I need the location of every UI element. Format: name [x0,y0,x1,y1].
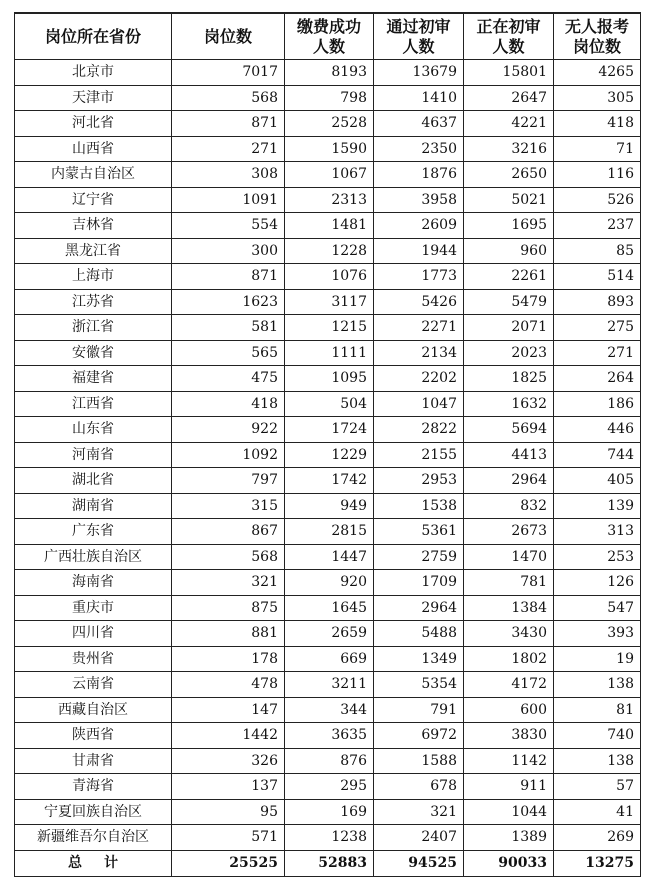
table-row [15,697,641,723]
header-no-applicants: 无人报考 岗位数 [554,13,641,60]
cell-passed: 1709 [374,570,464,596]
cell-paid: 876 [285,748,374,774]
cell-passed: 2822 [374,417,464,443]
cell-province: 重庆市 [15,595,172,621]
cell-positions: 871 [172,264,285,290]
total-reviewing: 90033 [464,850,554,876]
cell-no-applicants: 71 [554,136,641,162]
cell-paid: 669 [285,646,374,672]
cell-passed: 678 [374,774,464,800]
cell-no-applicants: 514 [554,264,641,290]
cell-reviewing: 2650 [464,162,554,188]
cell-reviewing: 911 [464,774,554,800]
cell-positions: 1442 [172,723,285,749]
cell-no-applicants: 253 [554,544,641,570]
cell-reviewing: 5021 [464,187,554,213]
cell-province: 江苏省 [15,289,172,315]
cell-positions: 875 [172,595,285,621]
cell-province: 安徽省 [15,340,172,366]
cell-positions: 1091 [172,187,285,213]
cell-paid: 1724 [285,417,374,443]
table-row [15,238,641,264]
table-row [15,799,641,825]
cell-no-applicants: 740 [554,723,641,749]
cell-passed: 1538 [374,493,464,519]
cell-paid: 344 [285,697,374,723]
table-row [15,519,641,545]
cell-reviewing: 960 [464,238,554,264]
table-row [15,468,641,494]
cell-paid: 949 [285,493,374,519]
cell-paid: 2313 [285,187,374,213]
cell-passed: 1588 [374,748,464,774]
cell-reviewing: 15801 [464,60,554,86]
table-row [15,544,641,570]
cell-province: 青海省 [15,774,172,800]
cell-positions: 797 [172,468,285,494]
cell-passed: 2407 [374,825,464,851]
cell-paid: 1095 [285,366,374,392]
cell-positions: 326 [172,748,285,774]
total-passed: 94525 [374,850,464,876]
cell-no-applicants: 547 [554,595,641,621]
cell-province: 海南省 [15,570,172,596]
cell-province: 吉林省 [15,213,172,239]
cell-positions: 137 [172,774,285,800]
cell-passed: 2964 [374,595,464,621]
cell-passed: 2155 [374,442,464,468]
cell-positions: 95 [172,799,285,825]
table-row [15,570,641,596]
cell-reviewing: 2023 [464,340,554,366]
total-paid: 52883 [285,850,374,876]
cell-no-applicants: 4265 [554,60,641,86]
cell-passed: 2202 [374,366,464,392]
cell-passed: 13679 [374,60,464,86]
cell-passed: 1944 [374,238,464,264]
total-no-applicants: 13275 [554,850,641,876]
cell-no-applicants: 186 [554,391,641,417]
cell-reviewing: 4413 [464,442,554,468]
cell-positions: 571 [172,825,285,851]
table-row [15,136,641,162]
cell-reviewing: 2071 [464,315,554,341]
cell-no-applicants: 41 [554,799,641,825]
cell-province: 四川省 [15,621,172,647]
table-row [15,417,641,443]
cell-paid: 2659 [285,621,374,647]
cell-paid: 2528 [285,111,374,137]
cell-reviewing: 1044 [464,799,554,825]
cell-passed: 2134 [374,340,464,366]
cell-paid: 504 [285,391,374,417]
cell-no-applicants: 139 [554,493,641,519]
cell-province: 福建省 [15,366,172,392]
table-row [15,213,641,239]
cell-paid: 1111 [285,340,374,366]
registration-table [14,12,641,877]
cell-no-applicants: 893 [554,289,641,315]
cell-no-applicants: 446 [554,417,641,443]
cell-no-applicants: 138 [554,748,641,774]
cell-positions: 478 [172,672,285,698]
cell-paid: 1228 [285,238,374,264]
table-header [15,13,641,60]
cell-province: 河南省 [15,442,172,468]
table-row [15,340,641,366]
cell-passed: 2953 [374,468,464,494]
cell-paid: 8193 [285,60,374,86]
cell-positions: 881 [172,621,285,647]
cell-paid: 1238 [285,825,374,851]
cell-province: 贵州省 [15,646,172,672]
cell-reviewing: 600 [464,697,554,723]
cell-paid: 2815 [285,519,374,545]
cell-positions: 178 [172,646,285,672]
total-row [15,850,641,876]
cell-reviewing: 1802 [464,646,554,672]
cell-province: 山东省 [15,417,172,443]
cell-reviewing: 2647 [464,85,554,111]
cell-positions: 568 [172,544,285,570]
header-passed: 通过初审 人数 [374,13,464,60]
cell-positions: 1623 [172,289,285,315]
table-row [15,162,641,188]
cell-reviewing: 2964 [464,468,554,494]
cell-province: 山西省 [15,136,172,162]
cell-province: 宁夏回族自治区 [15,799,172,825]
cell-paid: 1215 [285,315,374,341]
cell-paid: 1590 [285,136,374,162]
cell-passed: 2609 [374,213,464,239]
cell-positions: 581 [172,315,285,341]
cell-no-applicants: 271 [554,340,641,366]
cell-reviewing: 4221 [464,111,554,137]
cell-no-applicants: 237 [554,213,641,239]
cell-positions: 867 [172,519,285,545]
cell-paid: 1645 [285,595,374,621]
table-row [15,493,641,519]
cell-reviewing: 1695 [464,213,554,239]
cell-no-applicants: 418 [554,111,641,137]
cell-no-applicants: 138 [554,672,641,698]
cell-paid: 3635 [285,723,374,749]
cell-no-applicants: 313 [554,519,641,545]
cell-no-applicants: 393 [554,621,641,647]
header-positions: 岗位数 [172,13,285,60]
cell-reviewing: 2673 [464,519,554,545]
cell-paid: 1229 [285,442,374,468]
cell-positions: 7017 [172,60,285,86]
cell-province: 甘肃省 [15,748,172,774]
cell-passed: 2271 [374,315,464,341]
table-row [15,264,641,290]
cell-passed: 5488 [374,621,464,647]
cell-no-applicants: 19 [554,646,641,672]
cell-reviewing: 1632 [464,391,554,417]
cell-passed: 6972 [374,723,464,749]
cell-reviewing: 832 [464,493,554,519]
cell-no-applicants: 81 [554,697,641,723]
cell-no-applicants: 744 [554,442,641,468]
cell-passed: 1349 [374,646,464,672]
table-row [15,289,641,315]
cell-paid: 798 [285,85,374,111]
cell-passed: 5354 [374,672,464,698]
cell-passed: 4637 [374,111,464,137]
cell-no-applicants: 126 [554,570,641,596]
cell-province: 浙江省 [15,315,172,341]
cell-province: 陕西省 [15,723,172,749]
cell-passed: 5361 [374,519,464,545]
table-row [15,442,641,468]
cell-province: 河北省 [15,111,172,137]
cell-no-applicants: 526 [554,187,641,213]
cell-positions: 271 [172,136,285,162]
cell-province: 江西省 [15,391,172,417]
cell-province: 新疆维吾尔自治区 [15,825,172,851]
cell-paid: 169 [285,799,374,825]
cell-passed: 321 [374,799,464,825]
table-row [15,85,641,111]
cell-province: 北京市 [15,60,172,86]
cell-paid: 3117 [285,289,374,315]
cell-passed: 791 [374,697,464,723]
table-row [15,723,641,749]
cell-reviewing: 1470 [464,544,554,570]
cell-passed: 2759 [374,544,464,570]
cell-positions: 568 [172,85,285,111]
cell-province: 黑龙江省 [15,238,172,264]
cell-no-applicants: 269 [554,825,641,851]
cell-reviewing: 5479 [464,289,554,315]
cell-paid: 1076 [285,264,374,290]
cell-province: 辽宁省 [15,187,172,213]
cell-no-applicants: 305 [554,85,641,111]
cell-no-applicants: 116 [554,162,641,188]
cell-province: 西藏自治区 [15,697,172,723]
cell-positions: 321 [172,570,285,596]
cell-passed: 1876 [374,162,464,188]
cell-reviewing: 1825 [464,366,554,392]
cell-positions: 308 [172,162,285,188]
cell-positions: 1092 [172,442,285,468]
table-body [15,60,641,877]
table-row [15,621,641,647]
cell-reviewing: 3430 [464,621,554,647]
cell-province: 广西壮族自治区 [15,544,172,570]
cell-reviewing: 4172 [464,672,554,698]
registration-table-container [14,12,640,877]
table-row [15,315,641,341]
cell-passed: 1773 [374,264,464,290]
cell-paid: 295 [285,774,374,800]
table-row [15,60,641,86]
cell-positions: 147 [172,697,285,723]
cell-reviewing: 1142 [464,748,554,774]
header-province: 岗位所在省份 [15,13,172,60]
total-positions: 25525 [172,850,285,876]
cell-paid: 1481 [285,213,374,239]
cell-passed: 1410 [374,85,464,111]
table-row [15,672,641,698]
table-row [15,391,641,417]
cell-province: 广东省 [15,519,172,545]
cell-paid: 1742 [285,468,374,494]
cell-no-applicants: 85 [554,238,641,264]
cell-positions: 315 [172,493,285,519]
table-row [15,825,641,851]
header-row [15,13,641,60]
table-row [15,748,641,774]
cell-paid: 1067 [285,162,374,188]
table-row [15,111,641,137]
cell-positions: 475 [172,366,285,392]
cell-passed: 5426 [374,289,464,315]
cell-positions: 418 [172,391,285,417]
cell-reviewing: 1389 [464,825,554,851]
header-paid: 缴费成功 人数 [285,13,374,60]
cell-reviewing: 5694 [464,417,554,443]
table-row [15,646,641,672]
cell-reviewing: 1384 [464,595,554,621]
cell-passed: 3958 [374,187,464,213]
cell-positions: 565 [172,340,285,366]
cell-passed: 2350 [374,136,464,162]
table-row [15,187,641,213]
cell-positions: 554 [172,213,285,239]
cell-province: 上海市 [15,264,172,290]
cell-paid: 3211 [285,672,374,698]
cell-reviewing: 3830 [464,723,554,749]
cell-paid: 920 [285,570,374,596]
cell-passed: 1047 [374,391,464,417]
cell-no-applicants: 264 [554,366,641,392]
cell-reviewing: 781 [464,570,554,596]
table-row [15,774,641,800]
cell-positions: 922 [172,417,285,443]
cell-reviewing: 3216 [464,136,554,162]
cell-province: 湖南省 [15,493,172,519]
cell-province: 云南省 [15,672,172,698]
cell-no-applicants: 405 [554,468,641,494]
total-label: 总计 [15,850,172,876]
cell-province: 天津市 [15,85,172,111]
cell-no-applicants: 57 [554,774,641,800]
cell-reviewing: 2261 [464,264,554,290]
cell-positions: 300 [172,238,285,264]
cell-province: 湖北省 [15,468,172,494]
cell-province: 内蒙古自治区 [15,162,172,188]
table-row [15,366,641,392]
cell-paid: 1447 [285,544,374,570]
cell-positions: 871 [172,111,285,137]
cell-no-applicants: 275 [554,315,641,341]
header-reviewing: 正在初审 人数 [464,13,554,60]
table-row [15,595,641,621]
